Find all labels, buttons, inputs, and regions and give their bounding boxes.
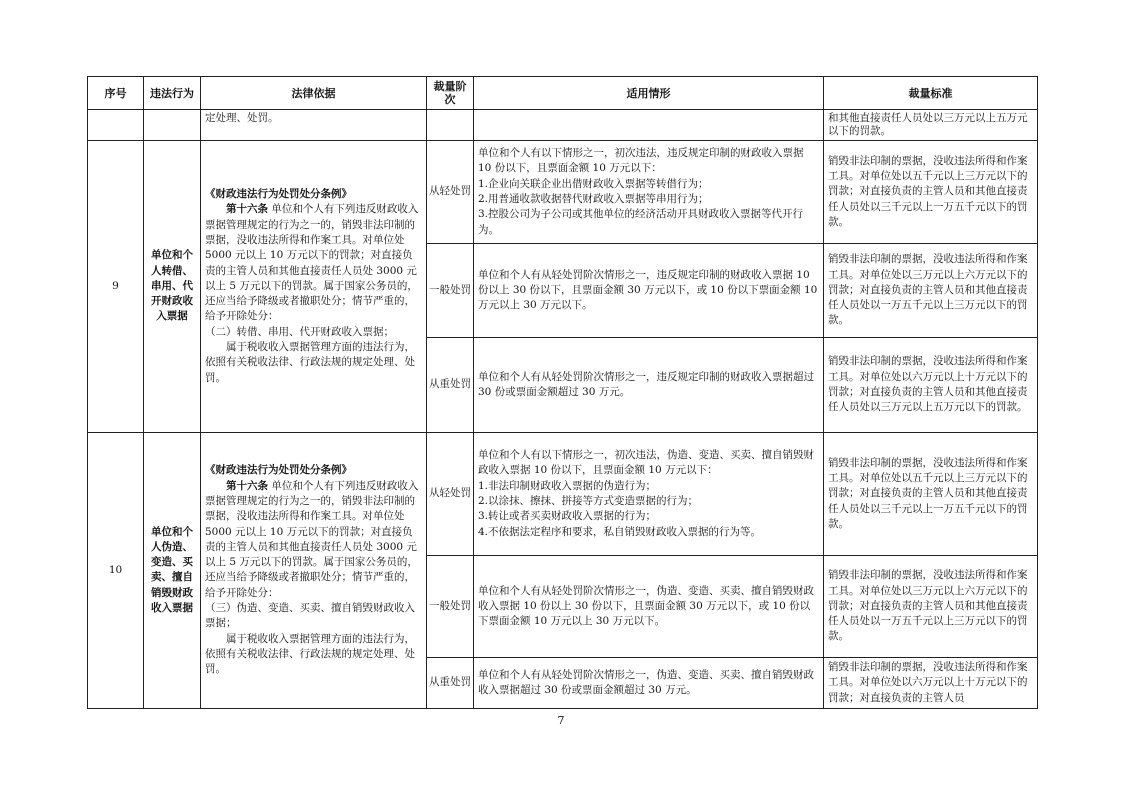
- row10-no: 10: [88, 433, 144, 709]
- row9-standard-2: 销毁非法印制的票据，没收违法所得和作案工具。对单位处以三万元以上六万元以下的罚款；对直接负责的主管人员和其他直接责任人员处以一万五千元以上三万元以下的罚款。: [824, 244, 1038, 338]
- row9-behavior: 单位和个人转借、串用、代开财政收入票据: [144, 141, 201, 433]
- row9-sit2-line: 单位和个人有从轻处罚阶次情形之一，违反规定印制的财政收入票据 10 份以上 30 份以下，且票面金额 30 万元以下，或 10 份以下票面金额 10 万元以上 30 万元以下。: [478, 268, 818, 312]
- row10-sit1-line: 1.非法印制财政收入票据的伪造行为；: [478, 479, 657, 492]
- cont-basis: 定处理、处罚。: [201, 110, 427, 141]
- row10-sit1-line: 3.转让或者买卖财政收入票据的行为；: [478, 510, 657, 523]
- row9-legal-basis: [201, 141, 427, 433]
- row9-sit3-line: 单位和个人有从轻处罚阶次情形之一，违反规定印制的财政收入票据超过 30 份或票面金额超过 30 万元。: [478, 370, 814, 398]
- row10-behavior: 单位和个人伪造、变造、买卖、擅自销毁财政收入票据: [144, 433, 201, 709]
- header-basis: 法律依据: [201, 77, 427, 110]
- row9-situation-3: [474, 338, 824, 433]
- row10-law-title: 《财政违法行为处罚处分条例》: [205, 464, 352, 477]
- header-no: 序号: [88, 77, 144, 110]
- row10-standard-2: 销毁非法印制的票据，没收违法所得和作案工具。对单位处以三万元以上六万元以下的罚款；对直接负责的主管人员和其他直接责任人员处以一万五千元以上三万元以下的罚款。: [824, 556, 1038, 658]
- row10-situation-1: [474, 433, 824, 556]
- row10-sit1-line: 单位和个人有以下情形之一，初次违法，伪造、变造、买卖、擅自销毁财政收入票据 10 份以下，且票面金额 10 万元以下：: [478, 449, 814, 477]
- row9-sit1-line: 1.企业向关联企业出借财政收入票据等转借行为；: [478, 177, 709, 190]
- row10-situation-3: [474, 658, 824, 709]
- header-standard: 裁量标准: [824, 77, 1038, 110]
- row9-law-tail: 属于税收收入票据管理方面的违法行为，依照有关税收法律、行政法规的规定处理、处罚。: [205, 341, 415, 384]
- row10-situation-2: [474, 556, 824, 658]
- table-header-row: [88, 77, 1038, 110]
- row10-law-article: 第十六条: [226, 479, 268, 492]
- penalty-discretion-table: [87, 76, 1038, 709]
- row9-law-item: （二）转借、串用、代开财政收入票据；: [205, 325, 394, 338]
- header-level: 裁量阶次: [427, 77, 474, 110]
- row9-no: 9: [88, 141, 144, 433]
- row9-standard-3: 销毁非法印制的票据，没收违法所得和作案工具。对单位处以六万元以上十万元以下的罚款；对直接负责的主管人员和其他直接责任人员处以三万元以上五万元以下的罚款。: [824, 338, 1038, 433]
- cont-standard: 和其他直接责任人员处以三万元以上五万元以下的罚款。: [824, 110, 1038, 141]
- row10-sit1-line: 2.以涂抹、擦抹、拼接等方式变造票据的行为；: [478, 495, 699, 507]
- header-behavior: 违法行为: [144, 77, 201, 110]
- row10-standard-1: 销毁非法印制的票据，没收违法所得和作案工具。对单位处以五千元以上三万元以下的罚款；对直接负责的主管人员和其他直接责任人员处以三千元以上一万五千元以下的罚款。: [824, 433, 1038, 556]
- row9-situation-1: [474, 141, 824, 244]
- row9-law-article: 第十六条: [226, 203, 268, 216]
- row10-standard-3: 销毁非法印制的票据，没收违法所得和作案工具。对单位处以六万元以上十万元以下的罚款；对直接负责的主管人员: [824, 658, 1038, 709]
- row9-law-body: 单位和个人有下列违反财政收入票据管理规定的行为之一的，销毁非法印制的票据，没收违法所得和作案工具。对单位处 5000 元以上 10 万元以下的罚款；对直接负责的主管人员和其他直接责任人员处 3000 元以上 5 万元以下的罚款。属于国家公务员的，还应当给予降级或者撤职处分；情节严重的，给予开除处分：: [205, 203, 419, 323]
- row10-law-item: （三）伪造、变造、买卖、擅自销毁财政收入票据；: [205, 602, 415, 630]
- row9-situation-2: [474, 244, 824, 338]
- continuation-row: [88, 110, 1038, 141]
- row10-sit3-line: 单位和个人有从轻处罚阶次情形之一，伪造、变造、买卖、擅自销毁财政收入票据超过 30 份或票面金额超过 30 万元。: [478, 668, 814, 696]
- row10-legal-basis: [201, 433, 427, 709]
- row10-sit1-line: 4.不依据法定程序和要求，私自销毁财政收入票据的行为等。: [478, 525, 762, 538]
- page-number: 7: [557, 714, 565, 727]
- row9-sit1-line: 3.控股公司为子公司或其他单位的经济活动开具财政收入票据等代开行为。: [478, 208, 804, 236]
- row9-level-2: 一般处罚: [427, 244, 474, 338]
- row10-level-3: 从重处罚: [427, 658, 474, 709]
- row9-sit1-line: 单位和个人有以下情形之一，初次违法，违反规定印制的财政收入票据 10 份以下，且票面金额 10 万元以下：: [478, 147, 804, 175]
- row10-law-tail: 属于税收收入票据管理方面的违法行为，依照有关税收法律、行政法规的规定处理、处罚。: [205, 632, 415, 676]
- row9-level-3: 从重处罚: [427, 338, 474, 433]
- row10-level-2: 一般处罚: [427, 556, 474, 658]
- table-row: [88, 433, 1038, 556]
- row10-level-1: 从轻处罚: [427, 433, 474, 556]
- row9-law-title: 《财政违法行为处罚处分条例》: [205, 188, 352, 201]
- header-situation: 适用情形: [474, 77, 824, 110]
- row9-level-1: 从轻处罚: [427, 141, 474, 244]
- row9-standard-1: 销毁非法印制的票据，没收违法所得和作案工具。对单位处以五千元以上三万元以下的罚款；对直接负责的主管人员和其他直接责任人员处以三千元以上一万五千元以下的罚款。: [824, 141, 1038, 244]
- row10-law-body: 单位和个人有下列违反财政收入票据管理规定的行为之一的，销毁非法印制的票据，没收违法所得和作案工具。对单位处 5000 元以上 10 万元以下的罚款；对直接负责的主管人员和其他直接责任人员处 3000 元以上 5 万元以下的罚款。属于国家公务员的，还应当给予降级或者撤职处分；情节严重的，给予开除处分：: [205, 479, 419, 599]
- row10-sit2-line: 单位和个人有从轻处罚阶次情形之一，伪造、变造、买卖、擅自销毁财政收入票据 10 份以上 30 份以下，且票面金额 30 万元以下，或 10 份以下票面金额 10 万元以上 30 万元以下。: [478, 584, 814, 628]
- table-row: [88, 141, 1038, 244]
- row9-sit1-line: 2.用普通收款收据替代财政收入票据等串用行为；: [478, 193, 709, 205]
